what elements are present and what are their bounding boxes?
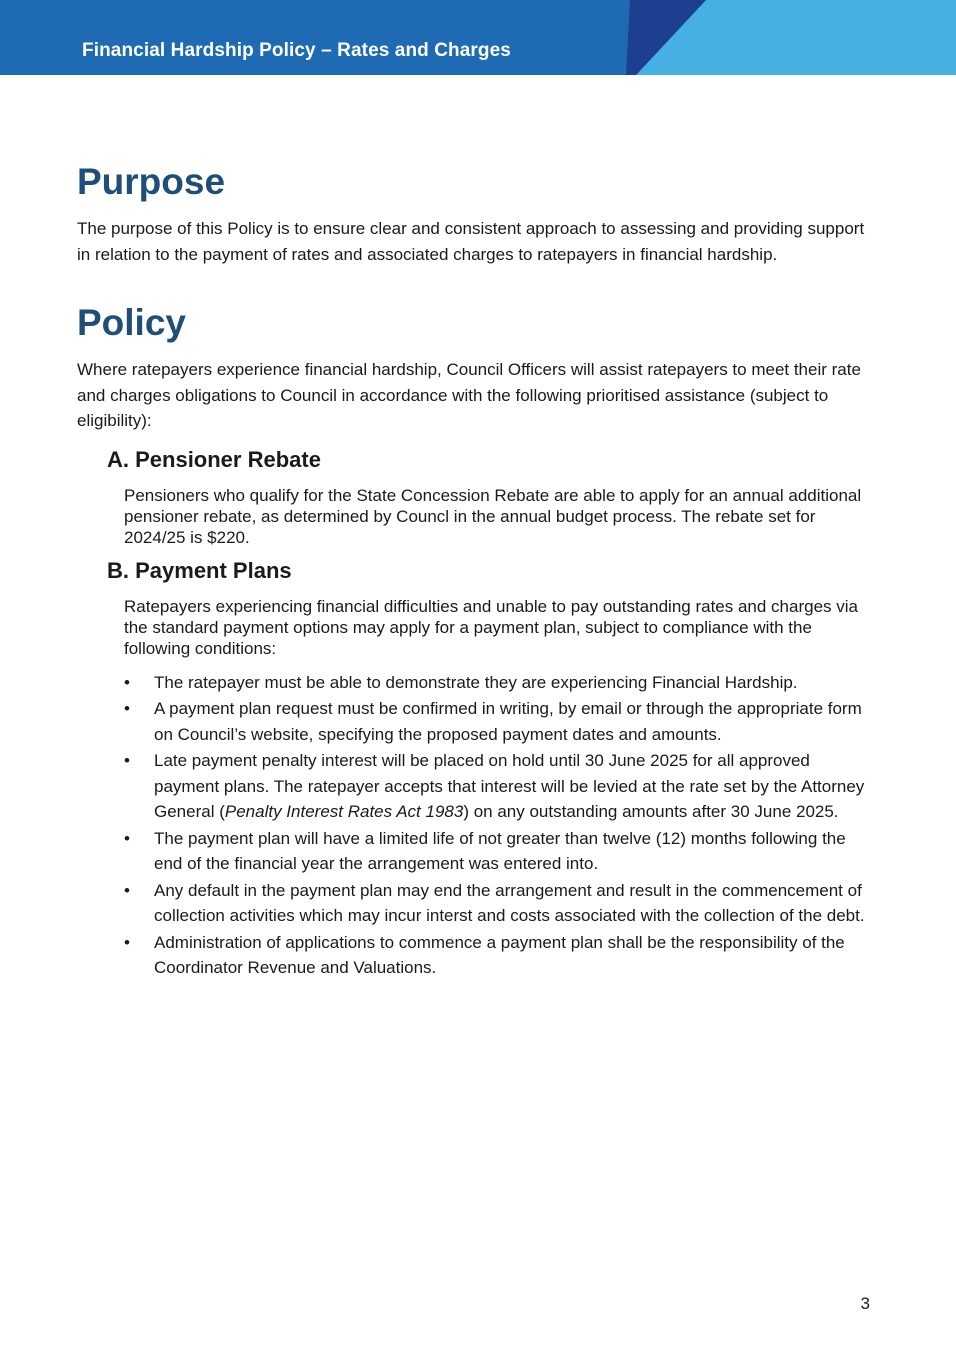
payment-plans-body: Ratepayers experiencing financial difficulties and unable to pay outstanding rates and charges via the standard payment options may apply for a payment plan, subject to compliance with the following conditions:	[124, 596, 858, 658]
condition-text: The payment plan will have a limited life of not greater than twelve (12) months following the end of the financial year the arrangement was entered into.	[154, 828, 846, 873]
bullet-icon: •	[124, 672, 130, 692]
condition-text: A payment plan request must be confirmed in writing, by email or through the appropriate form on Council’s website, specifying the proposed payment dates and amounts.	[154, 699, 862, 744]
condition-text: The ratepayer must be able to demonstrate they are experiencing Financial Hardship.	[154, 672, 798, 692]
condition-text-before: Late payment penalty interest will be placed on hold until 30 June 2025 for all approved payment plans. The ratepayer accepts that interest will be levied at the rate set by the Attorney General (	[154, 751, 865, 821]
list-item	[77, 930, 877, 981]
list-item	[77, 748, 877, 825]
policy-heading: Policy	[77, 302, 186, 343]
bullet-icon: •	[124, 828, 130, 848]
document-title: Financial Hardship Policy – Rates and Charges	[82, 40, 511, 61]
page-content	[77, 156, 877, 982]
list-item	[77, 878, 877, 929]
condition-text: Any default in the payment plan may end the arrangement and result in the commencement of collection activities which may incur interst and costs associated with the collection of the debt.	[154, 880, 865, 925]
purpose-heading: Purpose	[77, 161, 226, 202]
pensioner-rebate-body: Pensioners who qualify for the State Concession Rebate are able to apply for an annual additional pensioner rebate, as determined by Councl in the annual budget process. The rebate set for 2024/25 is $220.	[124, 485, 862, 547]
list-item	[77, 670, 877, 696]
condition-text: Administration of applications to commence a payment plan shall be the responsibility of the Coordinator Revenue and Valuations.	[154, 932, 845, 977]
purpose-body: The purpose of this Policy is to ensure clear and consistent approach to assessing and providing support in relation to the payment of rates and associated charges to ratepayers in financial hardship.	[77, 219, 865, 264]
act-citation: Penalty Interest Rates Act 1983	[224, 802, 464, 821]
pensioner-rebate-heading: A. Pensioner Rebate	[107, 446, 321, 472]
condition-text-after: ) on any outstanding amounts after 30 June 2025.	[463, 802, 839, 821]
header-banner-graphic	[0, 0, 956, 75]
list-item	[77, 826, 877, 877]
page-number: 3	[860, 1294, 870, 1313]
bullet-icon: •	[124, 932, 130, 952]
list-item	[77, 696, 877, 747]
bullet-icon: •	[124, 699, 130, 718]
payment-plans-heading: B. Payment Plans	[107, 557, 292, 583]
header-banner	[0, 0, 956, 75]
payment-plan-conditions-list	[77, 670, 877, 981]
policy-body: Where ratepayers experience financial hardship, Council Officers will assist ratepayers to meet their rate and charges obligations to Council in accordance with the following prioritised assistance (subject to eligibility):	[77, 360, 861, 430]
bullet-icon: •	[124, 751, 130, 770]
bullet-icon: •	[124, 880, 130, 900]
